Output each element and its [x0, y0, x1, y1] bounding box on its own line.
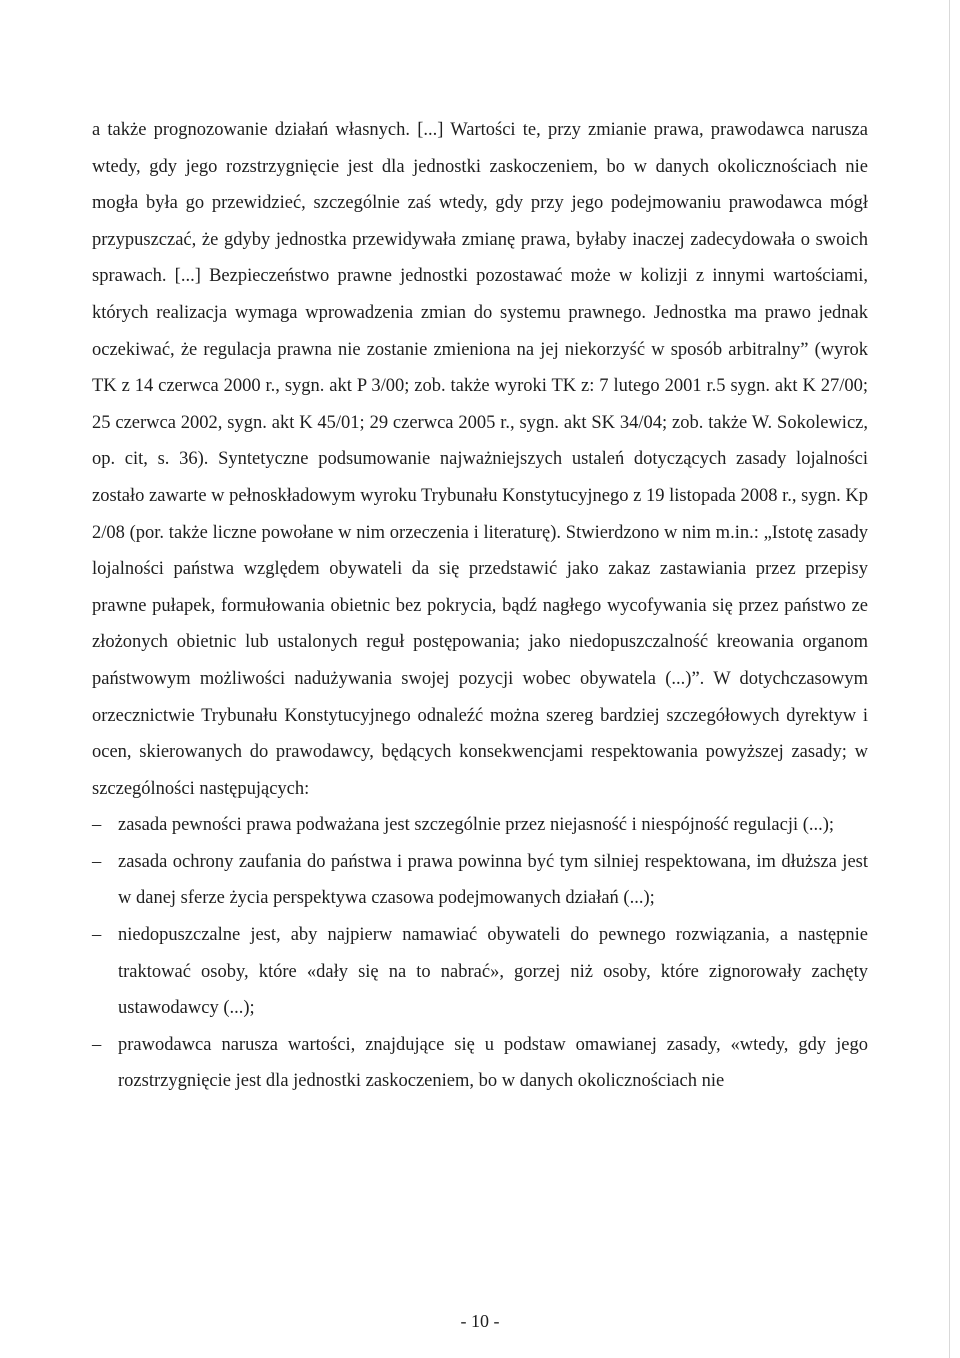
- list-item-text: zasada pewności prawa podważana jest szczególnie przez niejasność i niespójność regulacji (...);: [118, 815, 835, 836]
- dash-list: [92, 807, 868, 1100]
- list-item-text: prawodawca narusza wartości, znajdujące się u podstaw omawianej zasady, «wtedy, gdy jego rozstrzygnięcie jest dla jednostki zaskoczeniem, bo w danych okolicznościach nie: [118, 1034, 868, 1092]
- list-item-text: niedopuszczalne jest, aby najpierw namawiać obywateli do pewnego rozwiązania, a następnie traktować osoby, które «dały się na to nabrać», gorzej niż osoby, które zignorowały zachęty ustawodawcy (...);: [118, 925, 868, 1019]
- list-item: [92, 917, 868, 1027]
- list-dash: –: [92, 1034, 102, 1055]
- body-paragraph: a także prognozowanie działań własnych. [...] Wartości te, przy zmianie prawa, prawodawca narusza wtedy, gdy jego rozstrzygnięcie jest dla jednostki zaskoczeniem, bo w danych okolicznościach nie mogła była go przewidzieć, szczególnie zaś wtedy, gdy przy jego podejmowaniu prawodawca mógł przypuszczać, że gdyby jednostka przewidywała zmianę prawa, byłaby inaczej zadecydowała o swoich sprawach. [...] Bezpieczeństwo prawne jednostki pozostawać może w kolizji z innymi wartościami, których realizacja wymaga wprowadzenia zmian do systemu prawnego. Jednostka ma prawo jednak oczekiwać, że regulacja prawna nie zostanie zmieniona na jej niekorzyść w sposób arbitralny” (wyrok TK z 14 czerwca 2000 r., sygn. akt P 3/00; zob. także wyroki TK z: 7 lutego 2001 r.5 sygn. akt K 27/00; 25 czerwca 2002, sygn. akt K 45/01; 29 czerwca 2005 r., sygn. akt SK 34/04; zob. także W. Sokolewicz, op. cit, s. 36). Syntetyczne podsumowanie najważniejszych ustaleń dotyczących zasady lojalności zostało zawarte w pełnoskładowym wyroku Trybunału Konstytucyjnego z 19 listopada 2008 r., sygn. Kp 2/08 (por. także liczne powołane w nim orzeczenia i literaturę). Stwierdzono w nim m.in.: „Istotę zasady lojalności państwa względem obywateli da się przedstawić jako zakaz zastawiania przez przepisy prawne pułapek, formułowania obietnic bez pokrycia, bądź nagłego wycofywania się przez państwo ze złożonych obietnic lub ustalonych reguł postępowania; jako niedopuszczalność kreowania organom państwowym możliwości nadużywania swojej pozycji wobec obywatela (...)”. W dotychczasowym orzecznictwie Trybunału Konstytucyjnego odnaleźć można szereg bardziej szczegółowych dyrektyw i ocen, skierowanych do prawodawcy, będących konsekwencjami respektowania powyższej zasady; w szczególności następujących:: [92, 120, 868, 799]
- list-item: [92, 1027, 868, 1100]
- list-dash: –: [92, 851, 102, 872]
- list-dash: –: [92, 925, 102, 946]
- page-number: - 10 -: [460, 1311, 500, 1331]
- list-dash: –: [92, 815, 102, 836]
- list-item-text: zasada ochrony zaufania do państwa i prawa powinna być tym silniej respektowana, im dłuższa jest w danej sferze życia perspektywa czasowa podejmowanych działań (...);: [118, 851, 868, 909]
- list-item: [92, 844, 868, 917]
- page-edge-line: [949, 0, 950, 1358]
- document-page: [92, 112, 868, 1100]
- list-item: [92, 807, 868, 844]
